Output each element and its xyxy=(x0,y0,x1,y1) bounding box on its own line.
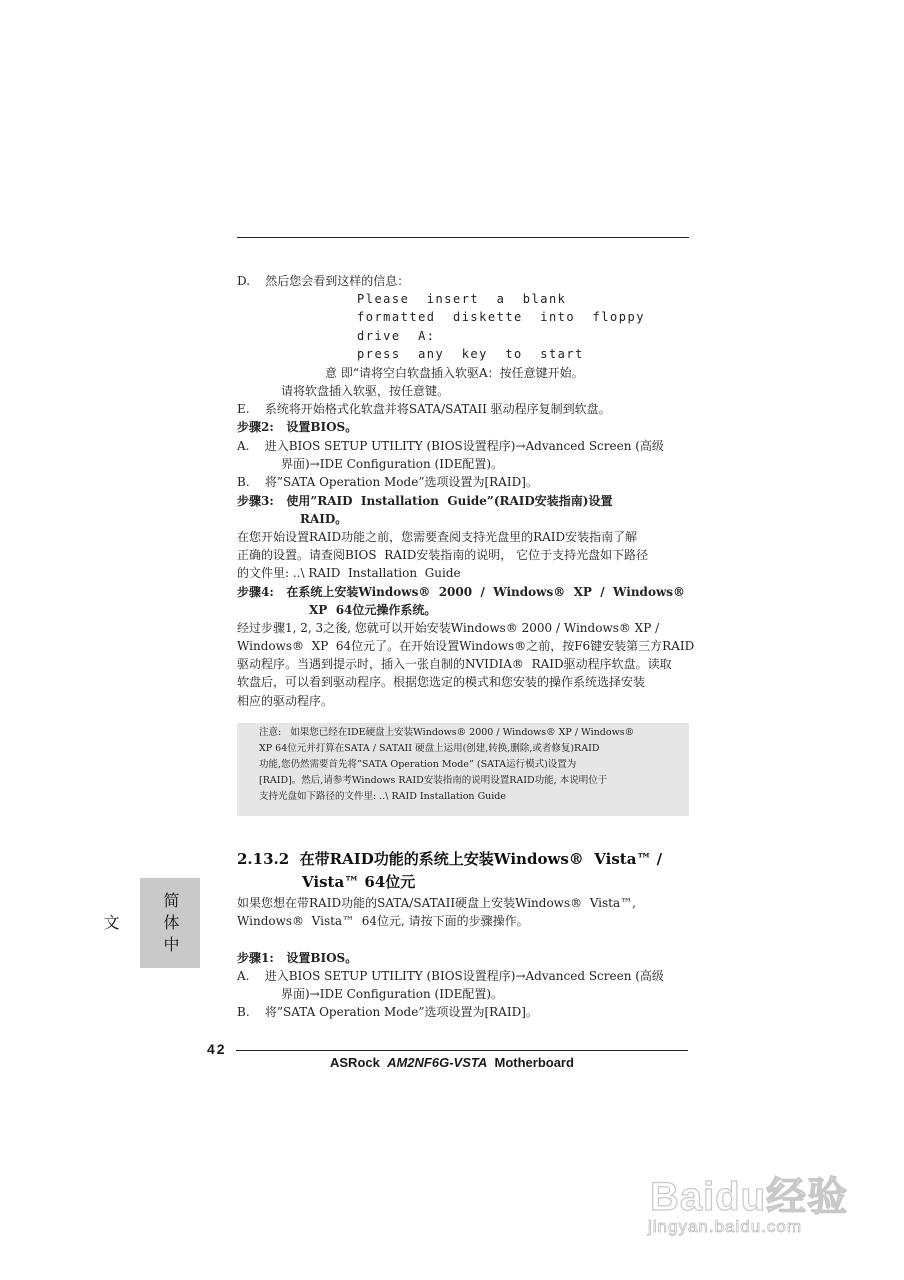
text-line: 界面)→IDE Configuration (IDE配置)。 xyxy=(281,987,504,1001)
text-line: 在您开始设置RAID功能之前，您需要查阅支持光盘里的RAID安装指南了解 xyxy=(237,530,638,544)
text-line: 相应的驱动程序。 xyxy=(237,694,334,708)
text-line: XP 64位元操作系统。 xyxy=(309,603,437,617)
footer-brand: ASRock xyxy=(330,1055,380,1070)
text-line: B. 将”SATA Operation Mode”选项设置为[RAID]。 xyxy=(237,1005,538,1019)
note-box xyxy=(237,723,689,816)
language-side-tab xyxy=(101,878,200,968)
section-heading: 2.13.2 在带RAID功能的系统上安装Windows® Vista™ / xyxy=(237,850,663,868)
page-number: 42 xyxy=(207,1041,227,1057)
text-line: 软盘后，可以看到驱动程序。根据您选定的模式和您安装的操作系统选择安装 xyxy=(237,675,646,689)
text-line: Windows® Vista™ 64位元, 请按下面的步骤操作。 xyxy=(237,914,529,928)
text-line: 步骤2: 设置BIOS。 xyxy=(237,420,358,434)
text-line: 步骤1: 设置BIOS。 xyxy=(237,951,358,965)
footer-model: AM2NF6G-VSTA xyxy=(387,1055,488,1070)
text-line: A. 进入BIOS SETUP UTILITY (BIOS设置程序)→Advanced Screen (高级 xyxy=(237,969,664,983)
note-line: [RAID]。然后,请参考Windows RAID安装指南的说明设置RAID功能, 本说明位于 xyxy=(259,775,608,786)
text-line: D. 然后您会看到这样的信息： xyxy=(237,274,410,288)
text-line: 界面)→IDE Configuration (IDE配置)。 xyxy=(281,457,504,471)
note-line: 功能,您仍然需要首先将”SATA Operation Mode” (SATA运行模式)设置为 xyxy=(259,759,577,770)
text-line: A. 进入BIOS SETUP UTILITY (BIOS设置程序)→Advanced Screen (高级 xyxy=(237,439,664,453)
note-line: XP 64位元并打算在SATA / SATAII 硬盘上运用(创建,转换,删除,或者修复)RAID xyxy=(259,743,600,754)
text-line: 如果您想在带RAID功能的SATA/SATAII硬盘上安装Windows® Vista™, xyxy=(237,896,636,910)
text-line: Windows® XP 64位元了。在开始设置Windows®之前，按F6键安装第三方RAID xyxy=(237,639,695,653)
text-line: B. 将”SATA Operation Mode”选项设置为[RAID]。 xyxy=(237,475,538,489)
watermark-logo: Baidu经验 xyxy=(650,1175,849,1219)
text-line: 经过步骤1, 2, 3之後, 您就可以开始安装Windows® 2000 / Windows® XP / xyxy=(237,621,660,635)
footer-title xyxy=(330,1055,574,1070)
text-line: 正确的设置。请查阅BIOS RAID安装指南的说明， 它位于支持光盘如下路径 xyxy=(237,548,649,562)
watermark-url: jingyan.baidu.com xyxy=(648,1217,803,1236)
section-heading-continued: Vista™ 64位元 xyxy=(302,873,416,891)
text-line: 驱动程序。当遇到提示时，插入一张自制的NVIDIA® RAID驱动程序软盘。读取 xyxy=(237,657,672,671)
text-line: 的文件里: ..\ RAID Installation Guide xyxy=(237,566,461,580)
text-line: 步骤4: 在系统上安装Windows® 2000 / Windows® XP / Windows® xyxy=(237,585,686,599)
text-line: 请将软盘插入软驱，按任意键。 xyxy=(281,384,450,398)
bottom-rule xyxy=(236,1050,688,1051)
text-line: RAID。 xyxy=(300,512,348,526)
footer-suffix: Motherboard xyxy=(494,1055,574,1070)
note-line: 支持光盘如下路径的文件里: ..\ RAID Installation Guide xyxy=(259,791,507,802)
language-label: 简体中文 xyxy=(101,892,180,958)
text-line: 步骤3: 使用”RAID Installation Guide”(RAID安装指南)设置 xyxy=(237,494,613,508)
text-line: drive A: xyxy=(357,329,436,343)
top-rule xyxy=(237,237,689,238)
text-line: formatted diskette into floppy xyxy=(357,310,645,324)
text-line: Please insert a blank xyxy=(357,292,567,306)
note-line: 注意: 如果您已经在IDE硬盘上安装Windows® 2000 / Windows® XP / Windows® xyxy=(259,727,635,738)
text-line: 意 即“请将空白软盘插入软驱A：按任意键开始。 xyxy=(325,366,584,380)
baidu-watermark xyxy=(640,1145,890,1245)
text-line: E. 系统将开始格式化软盘并将SATA/SATAII 驱动程序复制到软盘。 xyxy=(237,402,611,416)
text-line: press any key to start xyxy=(357,347,584,361)
